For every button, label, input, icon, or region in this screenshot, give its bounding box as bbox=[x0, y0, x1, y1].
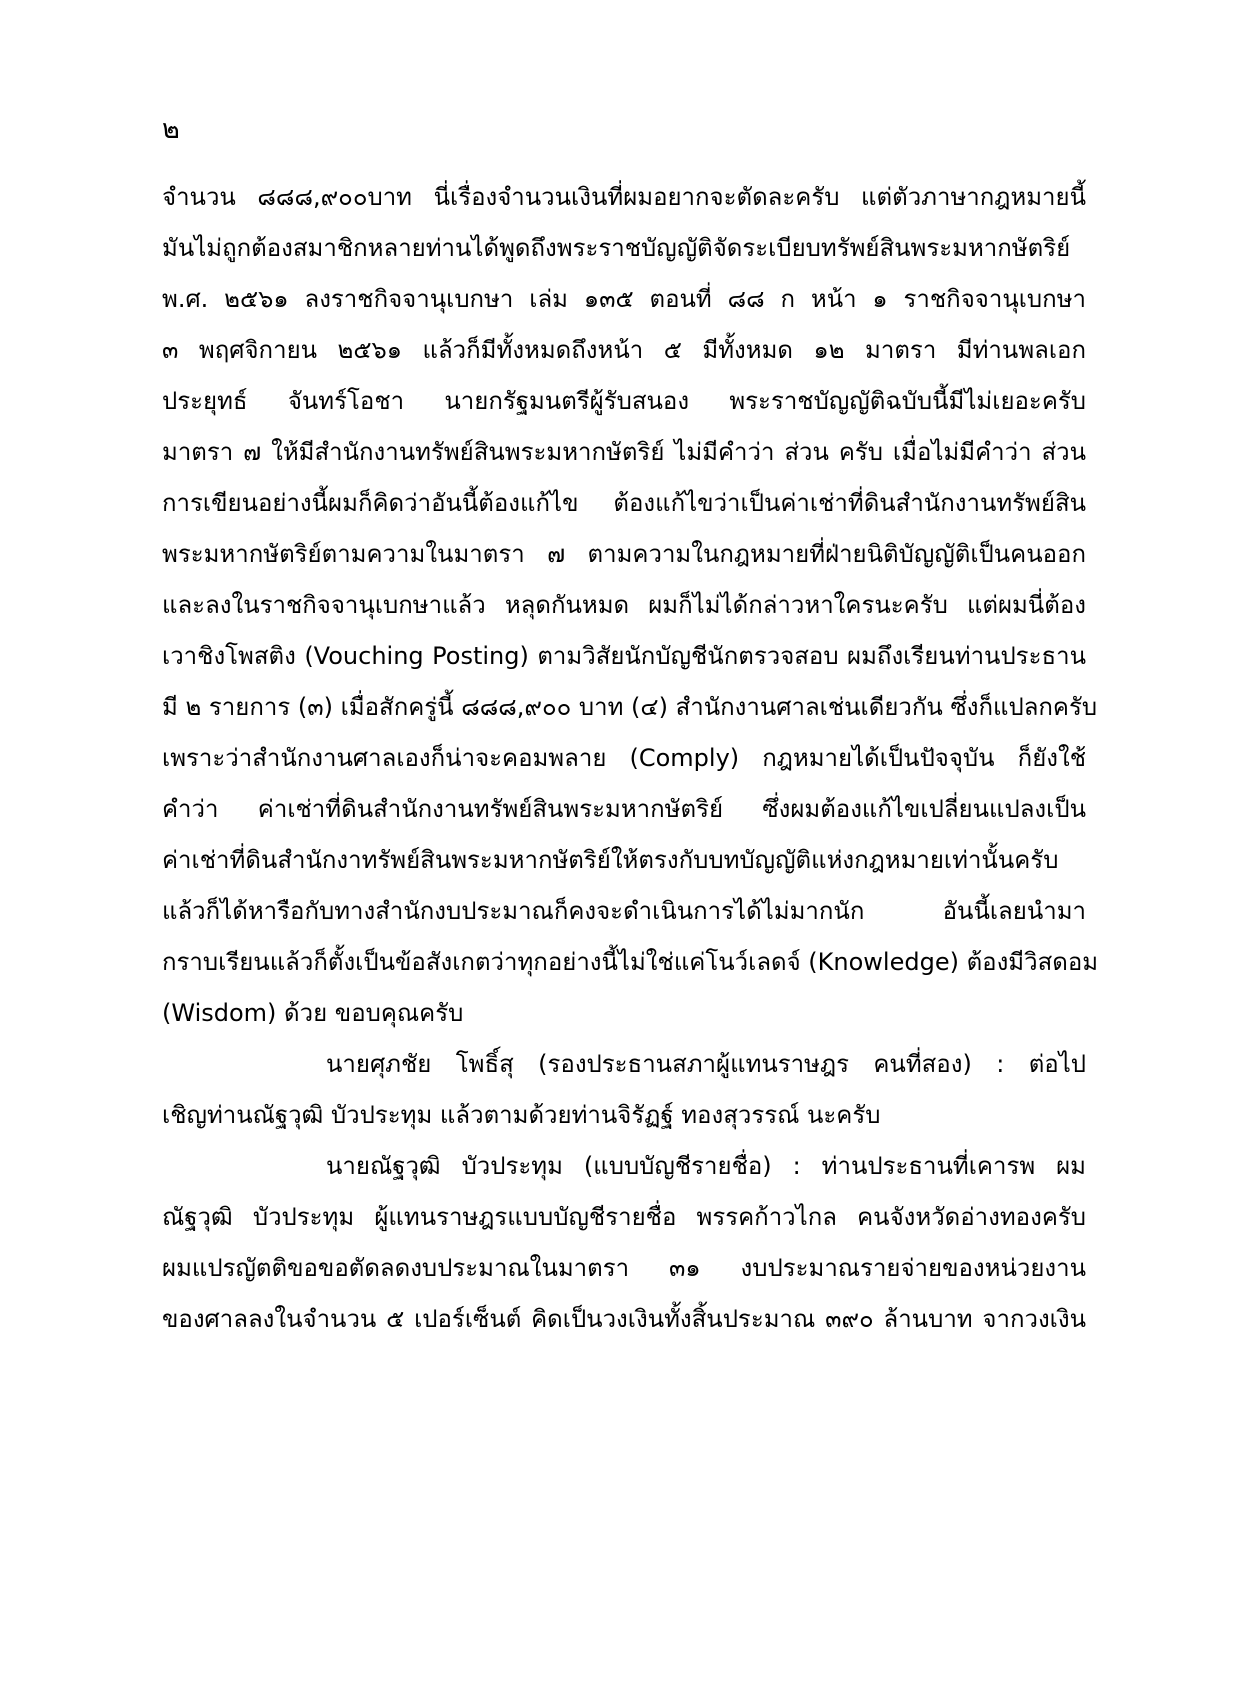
text-line-17: (Wisdom) ด้วย ขอบคุณครับ bbox=[162, 999, 464, 1027]
text-line-22: ผมแปรญัตติขอขอตัดลดงบประมาณในมาตรา ๓๑ งบประมาณรายจ่ายของหน่วยงาน bbox=[162, 1254, 1086, 1282]
text-line-9: และลงในราชกิจจานุเบกษาแล้ว หลุดกันหมด ผมก็ไม่ได้กล่าวหาใครนะครับ แต่ผมนี่ต้อง bbox=[162, 591, 1086, 619]
text-line-5: ประยุทธ์ จันทร์โอชา นายกรัฐมนตรีผู้รับสนอง พระราชบัญญัติฉบับนี้มีไม่เยอะครับ bbox=[162, 387, 1086, 415]
text-line-14: ค่าเช่าที่ดินสำนักงาทรัพย์สินพระมหากษัตริย์ให้ตรงกับบทบัญญัติแห่งกฎหมายเท่านั้นครับ bbox=[162, 846, 1059, 874]
text-line-10: เวาชิงโพสติง (Vouching Posting) ตามวิสัยนักบัญชีนักตรวจสอบ ผมถึงเรียนท่านประธาน bbox=[162, 642, 1086, 670]
text-line-6: มาตรา ๗ ให้มีสำนักงานทรัพย์สินพระมหากษัตริย์ ไม่มีคำว่า ส่วน ครับ เมื่อไม่มีคำว่า ส่วน bbox=[162, 438, 1086, 466]
text-line-4: ๓ พฤศจิกายน ๒๕๖๑ แล้วก็มีทั้งหมดถึงหน้า ๕ มีทั้งหมด ๑๒ มาตรา มีท่านพลเอก bbox=[162, 336, 1086, 364]
text-line-2: มันไม่ถูกต้องสมาชิกหลายท่านได้พูดถึงพระราชบัญญัติจัดระเบียบทรัพย์สินพระมหากษัตริย์ bbox=[162, 234, 1071, 262]
text-line-19: เชิญท่านณัฐวุฒิ บัวประทุม แล้วตามด้วยท่านจิรัฏฐ์ ทองสุวรรณ์ นะครับ bbox=[162, 1101, 881, 1129]
text-line-15: แล้วก็ได้หารือกับทางสำนักงบประมาณก็คงจะดำเนินการได้ไม่มากนัก อันนี้เลยนำมา bbox=[162, 897, 1086, 925]
text-line-1: จำนวน ๘๘๘,๙๐๐บาท นี่เรื่องจำนวนเงินที่ผมอยากจะตัดละครับ แต่ตัวภาษากฎหมายนี้ bbox=[162, 183, 1086, 211]
speaker-line-deputy-speaker: นายศุภชัย โพธิ์สุ (รองประธานสภาผู้แทนราษฎร คนที่สอง) : ต่อไป bbox=[326, 1050, 1086, 1078]
text-line-3: พ.ศ. ๒๕๖๑ ลงราชกิจจานุเบกษา เล่ม ๑๓๕ ตอนที่ ๘๘ ก หน้า ๑ ราชกิจจานุเบกษา bbox=[162, 285, 1086, 313]
text-line-23: ของศาลลงในจำนวน ๕ เปอร์เซ็นต์ คิดเป็นวงเงินทั้งสิ้นประมาณ ๓๙๐ ล้านบาท จากวงเงิน bbox=[162, 1305, 1086, 1333]
text-line-8: พระมหากษัตริย์ตามความในมาตรา ๗ ตามความในกฎหมายที่ฝ่ายนิติบัญญัติเป็นคนออก bbox=[162, 540, 1086, 568]
text-line-11: มี ๒ รายการ (๓) เมื่อสักครู่นี้ ๘๘๘,๙๐๐ บาท (๔) สำนักงานศาลเช่นเดียวกัน ซึ่งก็แปลกครับ bbox=[162, 693, 1098, 721]
text-line-16: กราบเรียนแล้วก็ตั้งเป็นข้อสังเกตว่าทุกอย่างนี้ไม่ใช่แค่โนว์เลดจ์ (Knowledge) ต้องมีวิสดอม bbox=[162, 948, 1099, 976]
text-line-12: เพราะว่าสำนักงานศาลเองก็น่าจะคอมพลาย (Comply) กฎหมายได้เป็นปัจจุบัน ก็ยังใช้ bbox=[162, 744, 1086, 772]
speaker-line-mp: นายณัฐวุฒิ บัวประทุม (แบบบัญชีรายชื่อ) : ท่านประธานที่เคารพ ผม bbox=[326, 1152, 1086, 1180]
text-line-21: ณัฐวุฒิ บัวประทุม ผู้แทนราษฎรแบบบัญชีรายชื่อ พรรคก้าวไกล คนจังหวัดอ่างทองครับ bbox=[162, 1203, 1086, 1231]
text-line-7: การเขียนอย่างนี้ผมก็คิดว่าอันนี้ต้องแก้ไข ต้องแก้ไขว่าเป็นค่าเช่าที่ดินสำนักงานทรัพย์สิน bbox=[162, 489, 1086, 517]
page-number: ๒ bbox=[162, 114, 180, 145]
text-line-13: คำว่า ค่าเช่าที่ดินสำนักงานทรัพย์สินพระมหากษัตริย์ ซึ่งผมต้องแก้ไขเปลี่ยนแปลงเป็น bbox=[162, 795, 1086, 823]
